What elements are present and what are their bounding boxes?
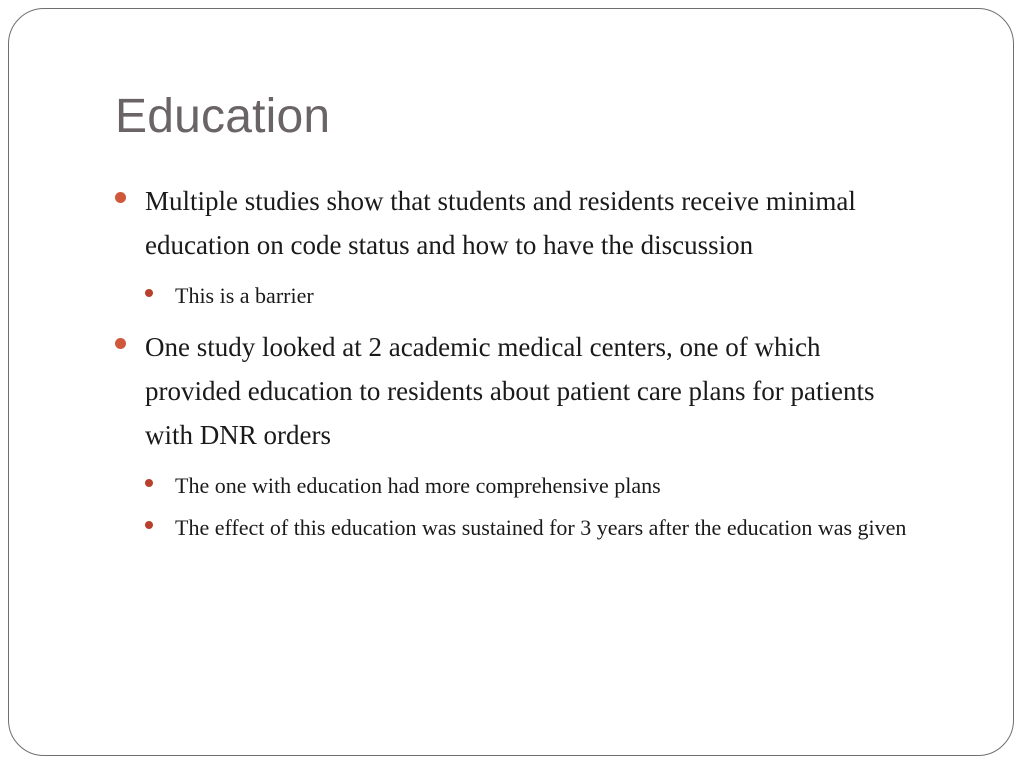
sub-bullet-item [145, 277, 915, 315]
sub-bullet-text: The effect of this education was sustained for 3 years after the education was given [175, 515, 907, 540]
sub-bullet-text: This is a barrier [175, 283, 314, 308]
sub-bullet-dot-icon [145, 289, 153, 297]
bullet-text: One study looked at 2 academic medical centers, one of which provided education to residents about patient care plans for patients with DNR orders [145, 332, 875, 450]
bullet-item [115, 179, 915, 267]
sub-bullet-item [145, 509, 915, 547]
sub-bullet-dot-icon [145, 479, 153, 487]
bullet-dot-icon [115, 192, 126, 203]
bullet-text: Multiple studies show that students and residents receive minimal education on code status and how to have the discussion [145, 186, 856, 260]
bullet-list [115, 179, 915, 551]
slide [8, 8, 1014, 756]
sub-bullet-text: The one with education had more comprehensive plans [175, 473, 661, 498]
bullet-dot-icon [115, 338, 126, 349]
bullet-item [115, 325, 915, 457]
sub-bullet-dot-icon [145, 521, 153, 529]
sub-bullet-item [145, 467, 915, 505]
slide-title: Education [115, 90, 331, 143]
